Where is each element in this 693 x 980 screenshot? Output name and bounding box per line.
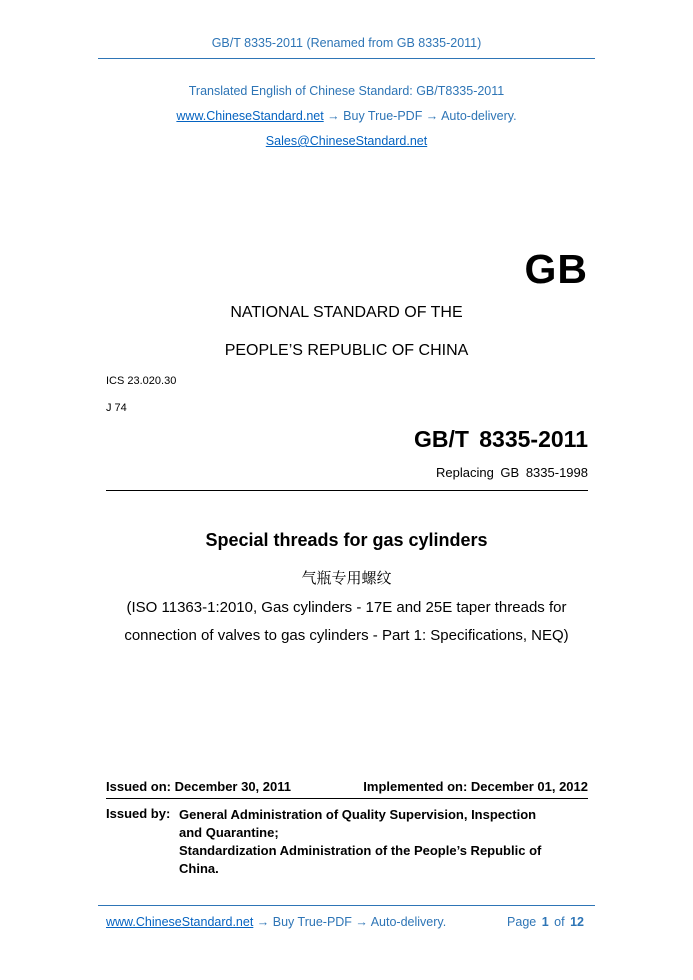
header-divider: [98, 58, 595, 59]
page-word: Page: [507, 915, 537, 929]
translation-notice: Translated English of Chinese Standard: GB/T8335-2011: [188, 84, 505, 98]
national-standard-line1: NATIONAL STANDARD OF THE: [230, 304, 463, 321]
page-total: 12: [570, 915, 584, 929]
standard-title-english: Special threads for gas cylinders: [205, 530, 488, 550]
issuer-line: Standardization Administration of the People’s Republic of: [179, 843, 542, 858]
classification-code: J 74: [106, 402, 127, 414]
implemented-on-date: Implemented on: December 01, 2012: [363, 779, 588, 794]
purchase-line: [0, 109, 693, 123]
standard-title-chinese: 气瓶专用螺纹: [301, 569, 392, 587]
ics-code: ICS 23.020.30: [106, 375, 177, 387]
page-of: of: [554, 915, 565, 929]
promo-text: → Buy True-PDF → Auto-delivery.: [323, 109, 517, 123]
page-current: 1: [541, 915, 549, 929]
footer-purchase-line: [106, 915, 446, 929]
issuer-line: and Quarantine;: [179, 825, 279, 840]
gb-mark: GB: [524, 246, 588, 292]
sales-email-link[interactable]: Sales@ChineseStandard.net: [265, 134, 428, 148]
issued-on-date: Issued on: December 30, 2011: [106, 779, 291, 794]
document-header: GB/T 8335-2011 (Renamed from GB 8335-2011): [211, 36, 482, 50]
footer-website-link[interactable]: www.ChineseStandard.net: [106, 915, 254, 929]
replacing-standard: Replacing GB 8335-1998: [436, 465, 588, 480]
national-standard-line2: PEOPLE’S REPUBLIC OF CHINA: [224, 342, 469, 359]
issuer-block: [179, 806, 599, 878]
issued-by-label: Issued by:: [106, 806, 171, 821]
footer-promo-text: → Buy True-PDF → Auto-delivery.: [253, 915, 447, 929]
issuer-line: China.: [179, 861, 219, 876]
website-link[interactable]: www.ChineseStandard.net: [176, 109, 324, 123]
issuer-line: General Administration of Quality Supervision, Inspection: [179, 807, 537, 822]
page-indicator: [507, 915, 584, 929]
sales-line: [0, 134, 693, 148]
footer-divider: [98, 905, 595, 906]
title-divider: [106, 490, 588, 491]
iso-reference-line2: connection of valves to gas cylinders - Part 1: Specifications, NEQ): [124, 627, 569, 644]
iso-reference-line1: (ISO 11363-1:2010, Gas cylinders - 17E and 25E taper threads for: [126, 599, 567, 616]
standard-number: GB/T 8335-2011: [413, 426, 588, 452]
dates-divider: [106, 798, 588, 799]
